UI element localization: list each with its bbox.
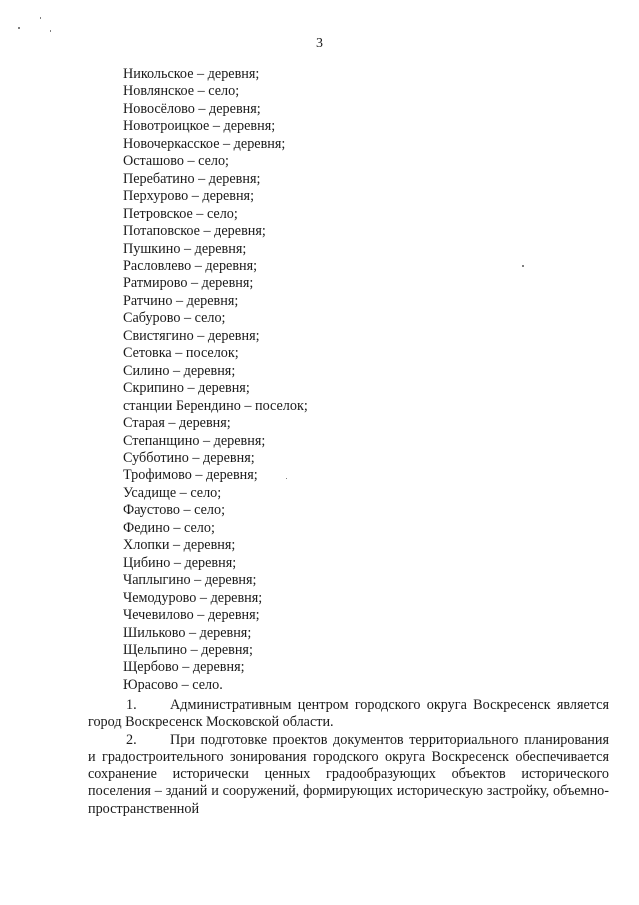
scan-speck (286, 478, 287, 479)
settlement-item: Свистягино – деревня; (123, 327, 260, 344)
scan-speck (18, 27, 20, 29)
settlement-item: Никольское – деревня; (123, 66, 260, 82)
settlement-item: Новочеркасское – деревня; (123, 135, 286, 152)
settlement-item: Ратмирово – деревня; (123, 275, 254, 292)
settlement-item: Пушкино – деревня; (123, 240, 247, 257)
settlement-item: Юрасово – село. (123, 676, 223, 693)
settlement-item: Щельпино – деревня; (123, 641, 253, 658)
settlement-item: Новлянское – село; (123, 83, 240, 100)
settlement-item: Потаповское – деревня; (123, 223, 266, 240)
settlement-item: Ратчино – деревня; (123, 292, 239, 309)
paragraph-text: Административным центром городского округа Воскресенск является город Воскресенск Московской области. (88, 697, 609, 731)
scan-speck (40, 17, 41, 19)
paragraph-number: 2. (126, 731, 137, 748)
settlement-item: Субботино – деревня; (123, 449, 255, 466)
scan-speck (522, 265, 524, 267)
settlement-list (123, 66, 308, 694)
settlement-item: Чаплыгино – деревня; (123, 572, 257, 589)
settlement-item: Осташово – село; (123, 153, 229, 170)
settlement-item: Степанщино – деревня; (123, 432, 266, 449)
settlement-item: Фаустово – село; (123, 502, 226, 519)
paragraph (88, 697, 609, 732)
paragraph (88, 732, 609, 818)
settlement-item: Щербово – деревня; (123, 659, 245, 676)
settlement-item: Петровское – село; (123, 205, 238, 222)
paragraph-text: При подготовке проектов документов территориального планирования и градостроительного зонирования городского округа Воскресенск обеспечивается сохранение исторически ценных градообразующих объектов исторического поселения – зданий и сооружений, формирующих историческую застройку, объемно-пространственной (88, 731, 609, 817)
numbered-paragraphs (88, 697, 609, 818)
paragraph-number: 1. (126, 697, 137, 713)
settlement-item: Федино – село; (123, 519, 215, 536)
settlement-item: Перебатино – деревня; (123, 170, 261, 187)
settlement-item: Хлопки – деревня; (123, 537, 236, 554)
settlement-item: Чечевилово – деревня; (123, 607, 260, 624)
settlement-item: Усадище – село; (123, 484, 222, 501)
settlement-item: Новотроицкое – деревня; (123, 118, 276, 135)
settlement-item: Сабурово – село; (123, 310, 226, 327)
page-number: 3 (316, 36, 323, 51)
settlement-item: Скрипино – деревня; (123, 380, 250, 397)
settlement-item: Трофимово – деревня; (123, 467, 258, 484)
settlement-item: Старая – деревня; (123, 415, 231, 432)
scan-speck (50, 30, 51, 32)
settlement-item: Чемодурово – деревня; (123, 589, 263, 606)
settlement-item: Новосёлово – деревня; (123, 100, 261, 117)
settlement-item: станции Берендино – поселок; (123, 397, 308, 414)
settlement-item: Цибино – деревня; (123, 554, 237, 571)
settlement-item: Расловлево – деревня; (123, 257, 258, 274)
settlement-item: Силино – деревня; (123, 362, 236, 379)
settlement-item: Перхурово – деревня; (123, 188, 255, 205)
settlement-item: Сетовка – поселок; (123, 345, 239, 362)
settlement-item: Шильково – деревня; (123, 624, 252, 641)
